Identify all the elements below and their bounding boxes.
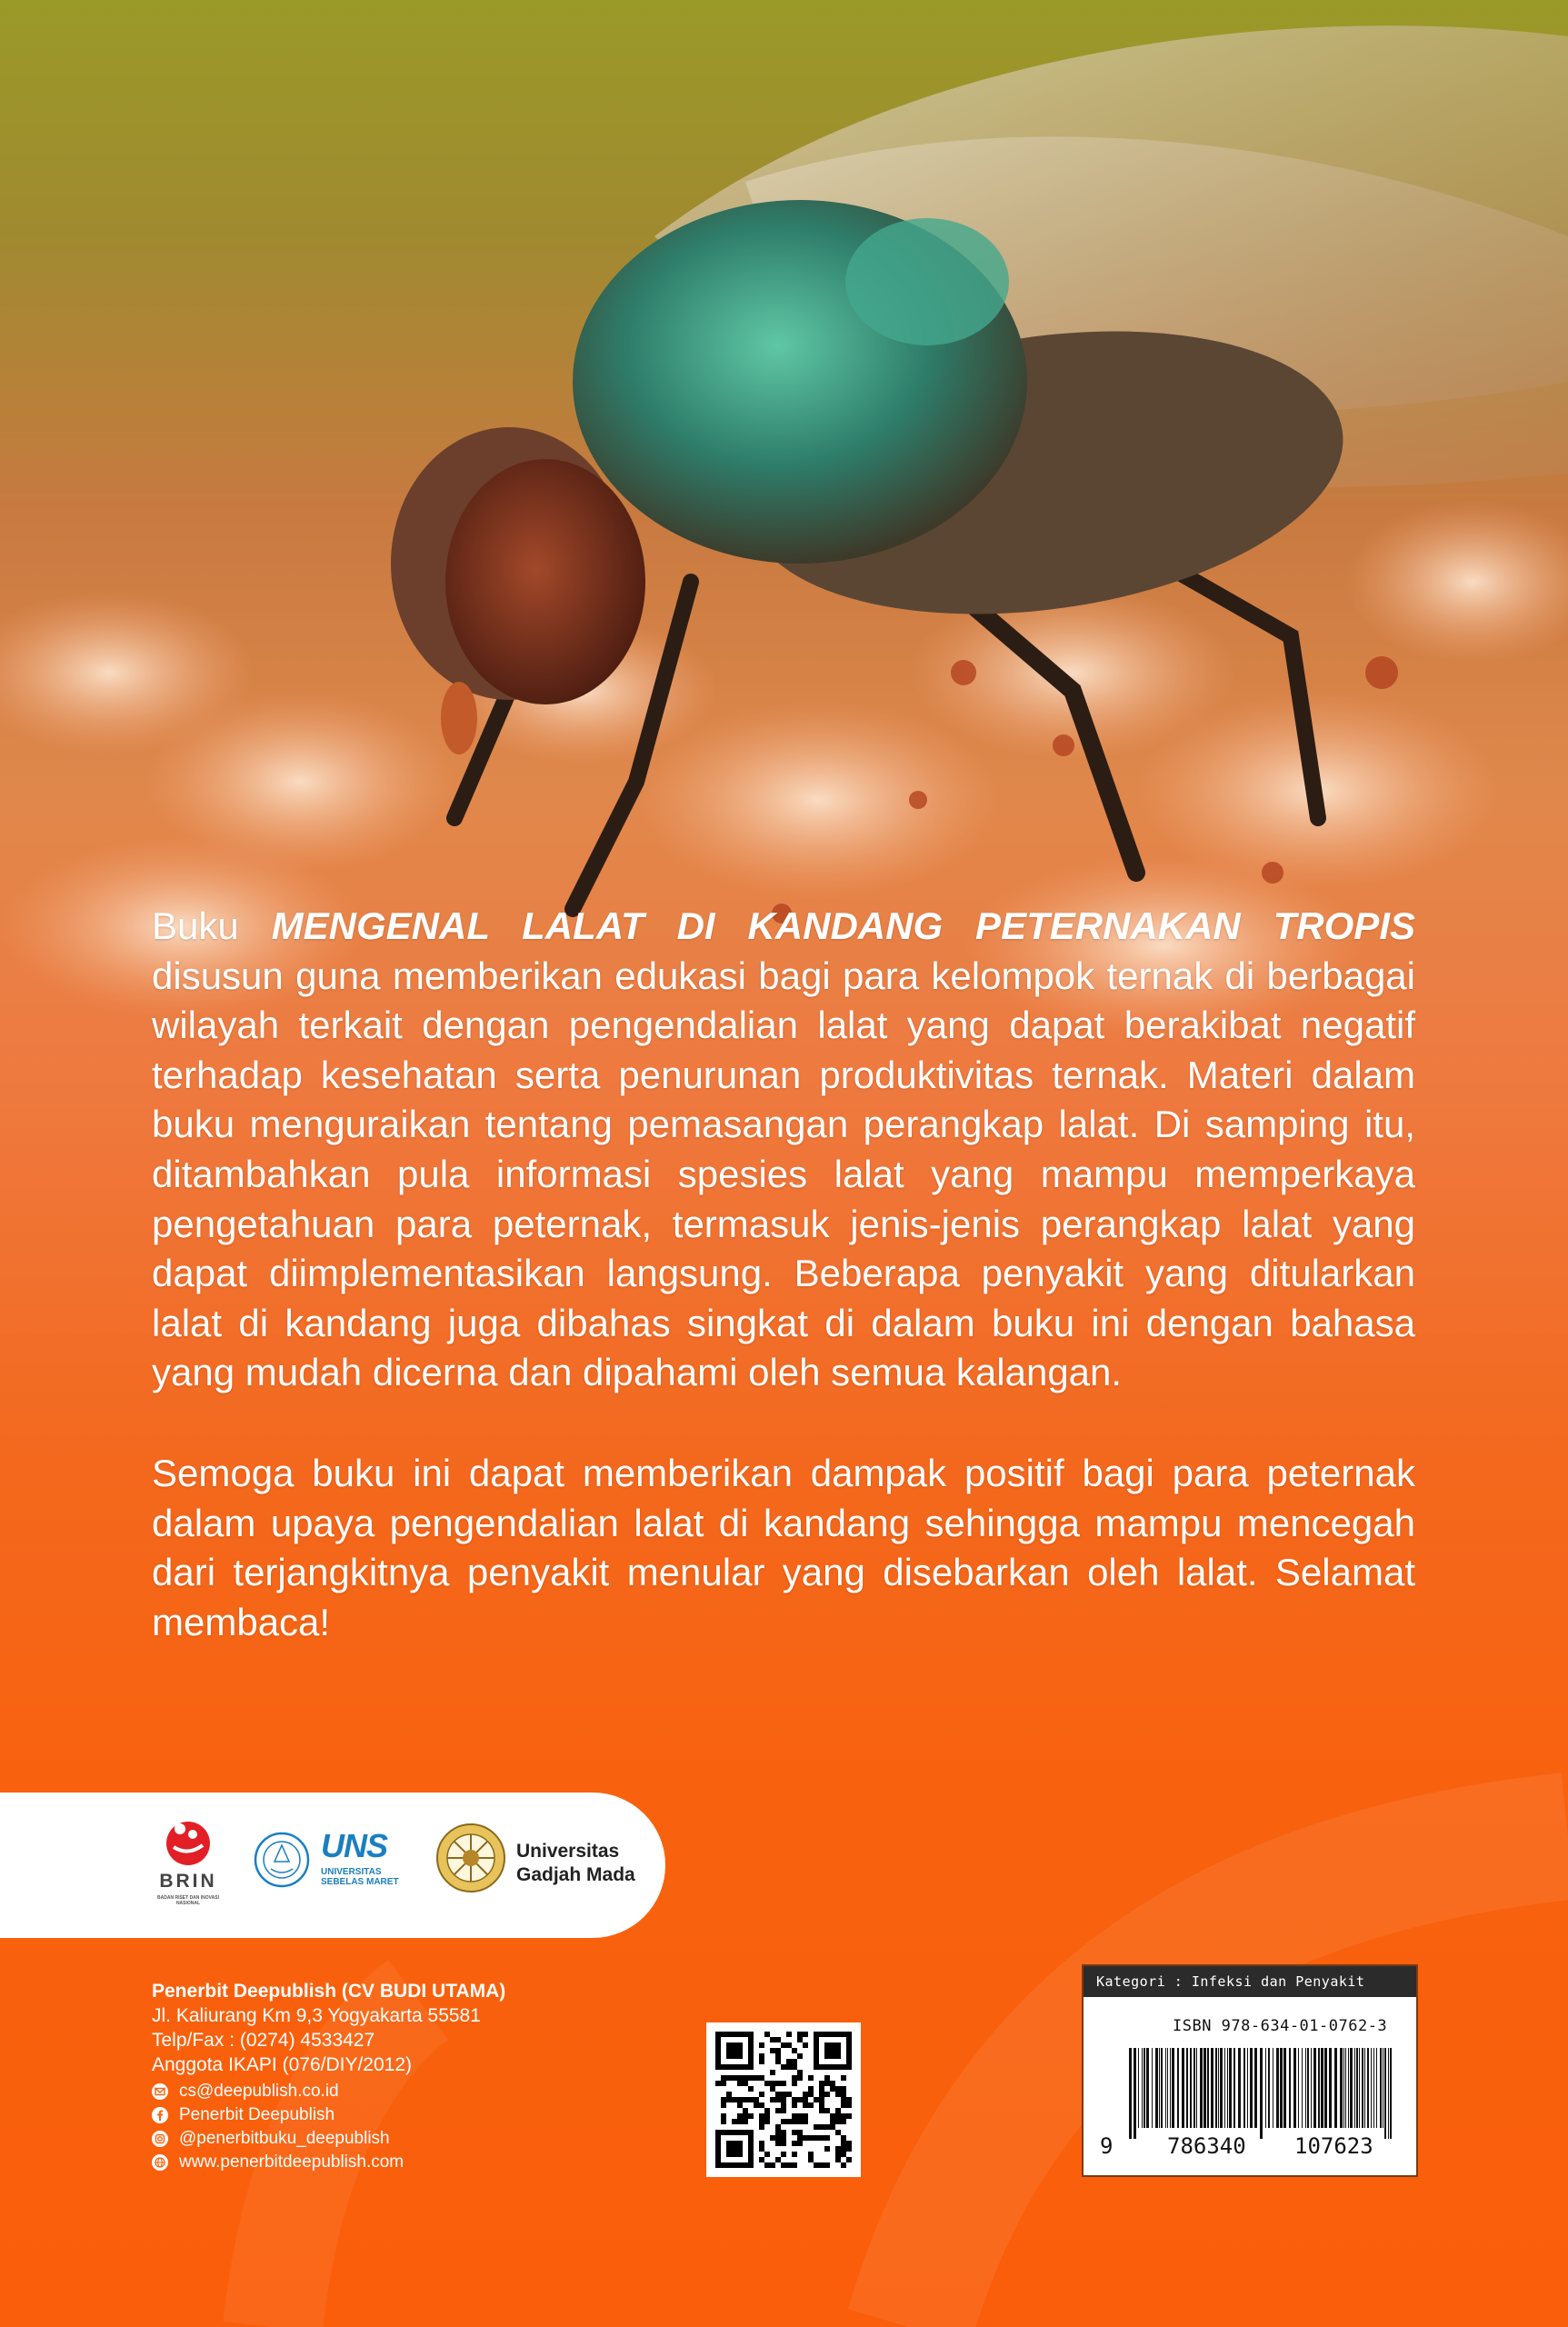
isbn-number: ISBN 978-634-01-0762-3 <box>1173 2017 1388 2035</box>
globe-icon <box>152 2154 168 2171</box>
ugm-logo: Universitas Gadjah Mada <box>434 1822 644 1903</box>
publisher-contacts <box>152 2080 404 2174</box>
qr-code[interactable] <box>706 2022 861 2177</box>
publisher-membership: Anggota IKAPI (076/DIY/2012) <box>152 2054 413 2075</box>
instagram-icon <box>152 2131 168 2147</box>
brin-logo: BRIN BADAN RISET DAN INOVASI NASIONAL <box>147 1816 229 1916</box>
partner-logo-bar <box>0 1793 665 1938</box>
isbn-barcode-box <box>1084 1966 1416 2175</box>
facebook-icon <box>152 2107 168 2123</box>
book-title: MENGENAL LALAT DI KANDANG PETERNAKAN TROPIS <box>271 904 1415 947</box>
brin-mark-icon <box>163 1816 214 1867</box>
ugm-seal-icon <box>434 1822 507 1894</box>
publisher-info <box>152 1979 505 2077</box>
barcode-digits-left: 786340 <box>1167 2133 1246 2159</box>
book-description <box>152 902 1415 1647</box>
contact-instagram[interactable]: @penerbitbuku_deepublish <box>152 2127 404 2151</box>
description-paragraph-2: Semoga buku ini dapat memberikan dampak positif bagi para peternak dalam upaya pengendalian lalat di kandang sehingga mampu mencegah dari terjangkitnya penyakit menular yang disebarkan oleh lalat. Selamat membaca! <box>152 1451 1415 1643</box>
publisher-phone: Telp/Fax : (0274) 4533427 <box>152 2030 375 2051</box>
barcode-digit-lead: 9 <box>1100 2133 1114 2159</box>
contact-website[interactable]: www.penerbitdeepublish.com <box>152 2151 404 2174</box>
contact-facebook[interactable]: Penerbit Deepublish <box>152 2103 404 2127</box>
publisher-address: Jl. Kaliurang Km 9,3 Yogyakarta 55581 <box>152 2005 481 2026</box>
isbn-barcode <box>1129 2048 1393 2139</box>
barcode-digits-right: 107623 <box>1294 2133 1373 2159</box>
category-label: Kategori : Infeksi dan Penyakit <box>1084 1966 1416 1997</box>
contact-email[interactable]: cs@deepublish.co.id <box>152 2080 404 2103</box>
publisher-name: Penerbit Deepublish (CV BUDI UTAMA) <box>152 1981 506 2002</box>
uns-seal-icon <box>253 1831 311 1889</box>
email-icon <box>152 2083 168 2100</box>
description-paragraph-1: Buku MENGENAL LALAT DI KANDANG PETERNAKAN TROPIS disusun guna memberikan edukasi bagi para kelompok ternak di berbagai wilayah terkait dengan pengendalian lalat yang dapat berakibat negatif terhadap kesehatan serta penurunan produktivitas ternak. Materi dalam buku menguraikan tentang pemasangan perangkap lalat. Di samping itu, ditambahkan pula informasi spesies lalat yang mampu memperkaya pengetahuan para peternak, termasuk jenis-jenis perangkap lalat yang dapat diimplementasikan langsung. Beberapa penyakit yang ditularkan lalat di kandang juga dibahas singkat di dalam buku ini dengan bahasa yang mudah dicerna dan dipahami oleh semua kalangan. <box>152 904 1415 1394</box>
uns-logo: UNS UNIVERSITAS SEBELAS MARET <box>253 1820 412 1906</box>
